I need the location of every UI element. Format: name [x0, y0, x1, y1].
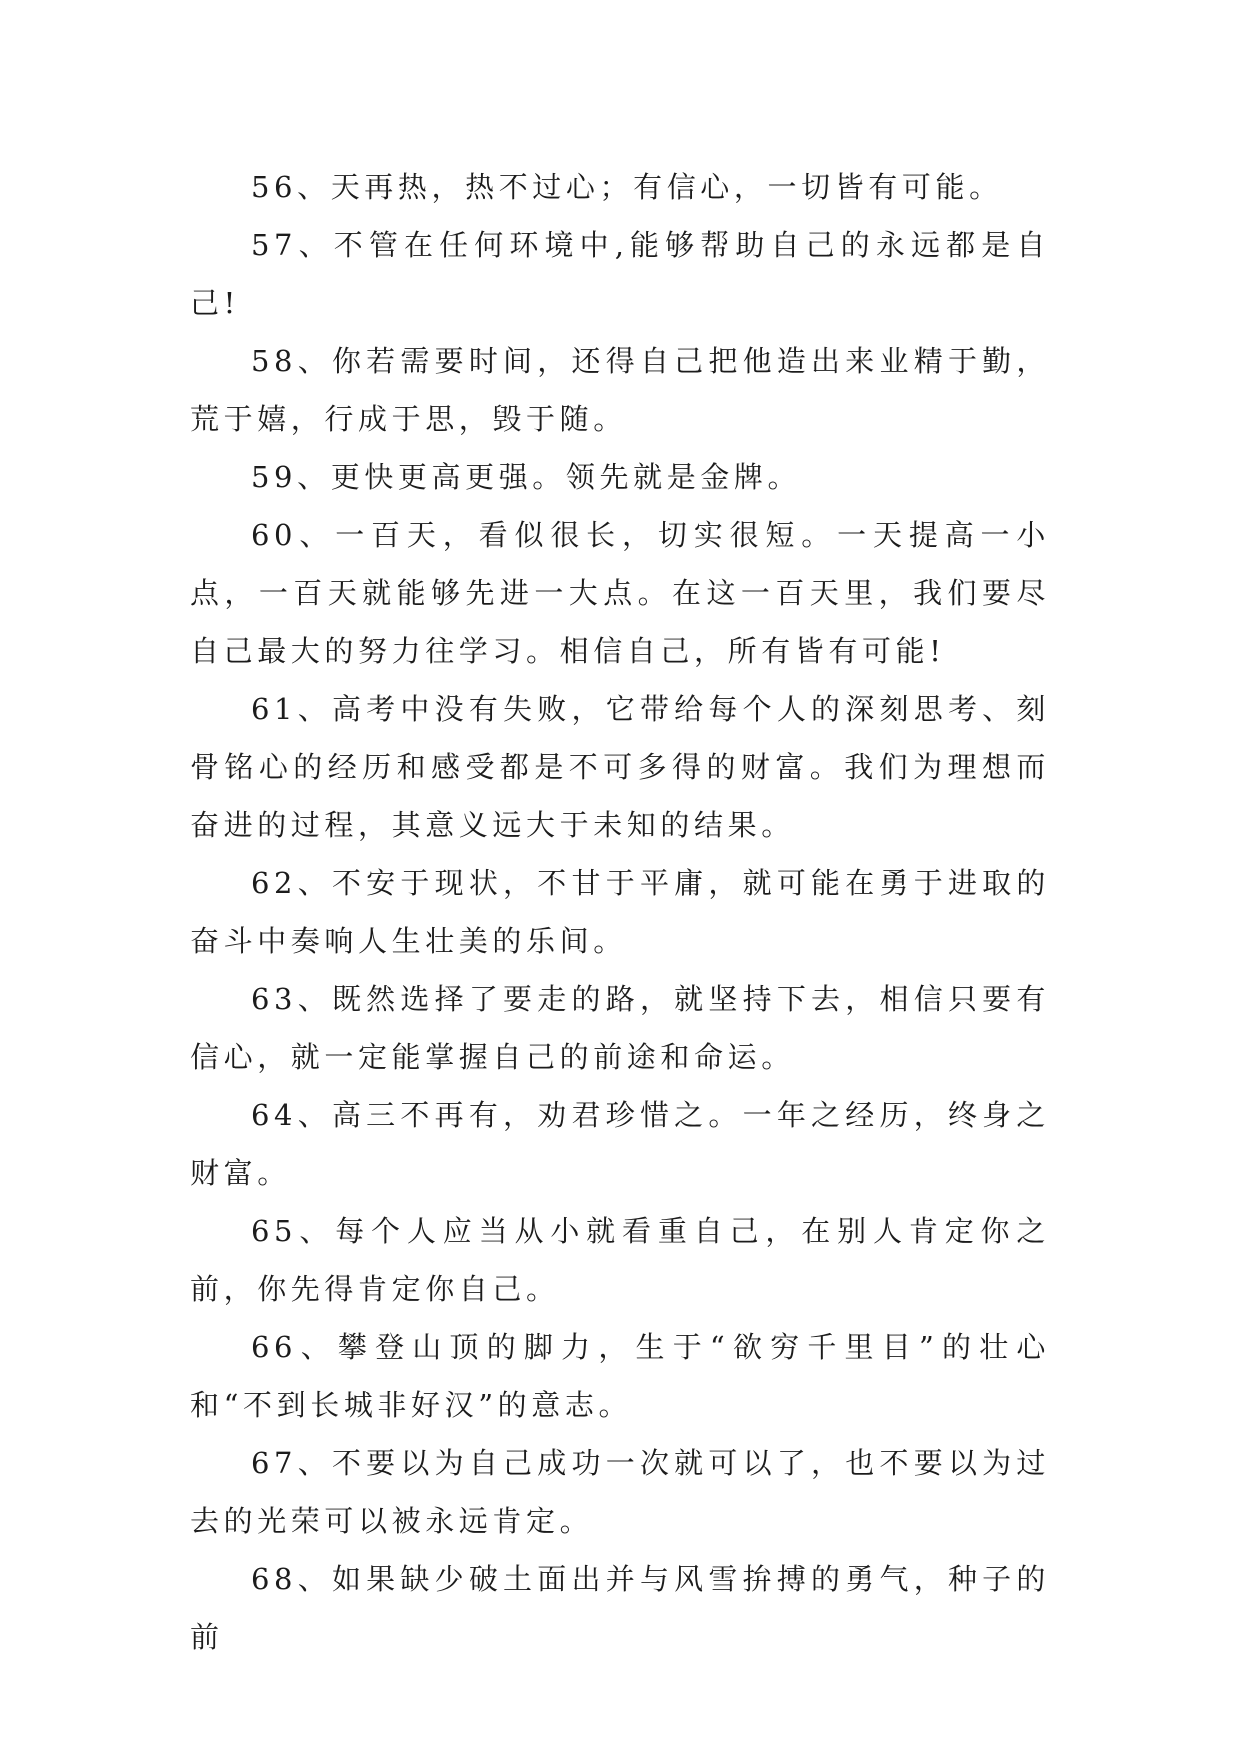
paragraph-66: 66、攀登山顶的脚力，生于“欲穷千里目”的壮心和“不到长城非好汉”的意志。: [190, 1330, 1050, 1422]
paragraph-56: 56、天再热，热不过心；有信心，一切皆有可能。: [251, 170, 1003, 204]
paragraph-63: 63、既然选择了要走的路，就坚持下去，相信只要有信心，就一定能掌握自己的前途和命运。: [190, 982, 1050, 1074]
document-body: [190, 158, 1050, 1666]
paragraph-67: 67、不要以为自己成功一次就可以了，也不要以为过去的光荣可以被永远肯定。: [190, 1446, 1050, 1538]
paragraph-68: 68、如果缺少破土面出并与风雪拚搏的勇气，种子的前: [190, 1562, 1050, 1654]
paragraph-57: 57、不管在任何环境中,能够帮助自己的永远都是自己!: [190, 228, 1050, 320]
paragraph-64: 64、高三不再有，劝君珍惜之。一年之经历，终身之财富。: [190, 1098, 1050, 1190]
paragraph-61: 61、高考中没有失败，它带给每个人的深刻思考、刻骨铭心的经历和感受都是不可多得的财富。我们为理想而奋进的过程，其意义远大于未知的结果。: [190, 692, 1050, 842]
paragraph-65: 65、每个人应当从小就看重自己，在别人肯定你之前，你先得肯定你自己。: [190, 1214, 1050, 1306]
paragraph-58: 58、你若需要时间，还得自己把他造出来业精于勤，荒于嬉，行成于思，毁于随。: [190, 344, 1050, 436]
paragraph-59: 59、更快更高更强。领先就是金牌。: [251, 460, 802, 494]
paragraph-60: 60、一百天，看似很长，切实很短。一天提高一小点，一百天就能够先进一大点。在这一百天里，我们要尽自己最大的努力往学习。相信自己，所有皆有可能!: [190, 518, 1050, 668]
paragraph-62: 62、不安于现状，不甘于平庸，就可能在勇于进取的奋斗中奏响人生壮美的乐间。: [190, 866, 1050, 958]
